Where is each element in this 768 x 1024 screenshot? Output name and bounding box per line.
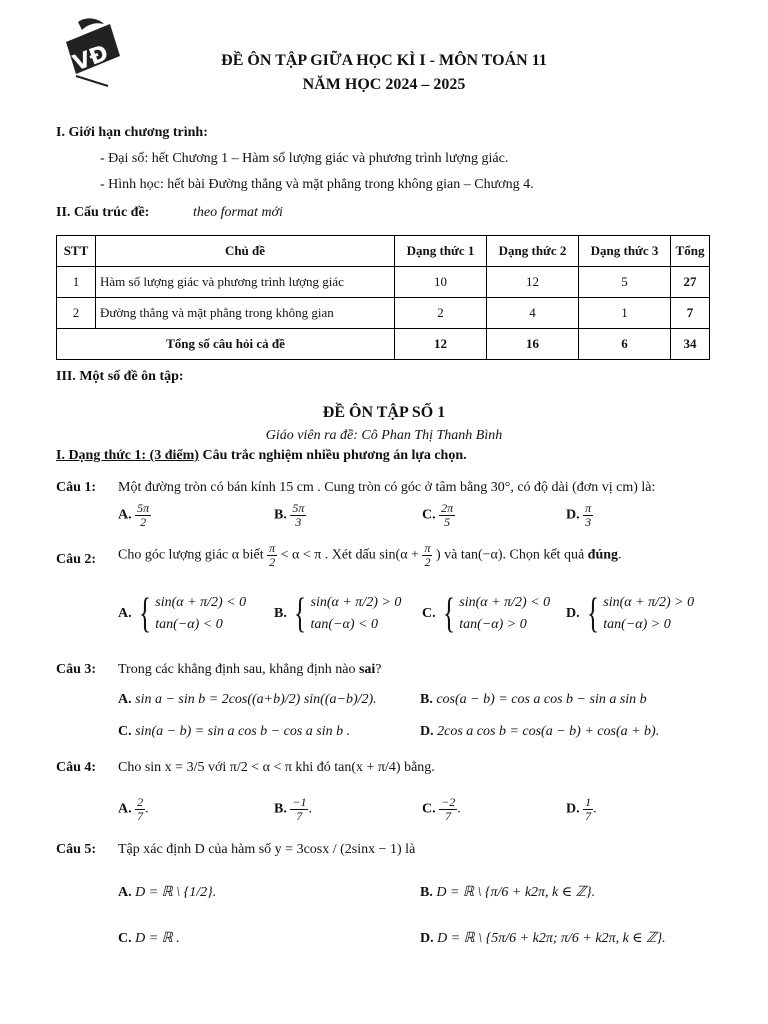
table-cell: 10 (395, 267, 487, 298)
answer-option: A. sin a − sin b = 2cos((a+b)/2) sin((a−b)/2). (118, 692, 377, 707)
section-2-note: theo format mới (193, 205, 283, 220)
table-cell: 12 (487, 267, 579, 298)
table-cell: 1 (579, 298, 671, 329)
answer-option: A. $\frac{2}{7}$ . (118, 795, 149, 823)
table-cell: 12 (395, 329, 487, 360)
answer-option: A. { sin(α + π/2) < 0 tan(−α) < 0 (118, 591, 247, 637)
section-1-line-1: - Đại số: hết Chương 1 – Hàm số lượng giác và phương trình lượng giác. (100, 151, 509, 166)
question-text: Tập xác định D của hàm số y = 3cosx / (2sinx − 1) là (118, 842, 416, 857)
answer-option: B. { sin(α + π/2) > 0 tan(−α) < 0 (274, 591, 402, 637)
table-header: Dạng thức 3 (579, 236, 671, 267)
answer-option: D. D = ℝ \ {5π/6 + k2π; π/6 + k2π, k ∈ ℤ}. (420, 931, 666, 946)
section-3-heading: III. Một số đề ôn tập: (56, 369, 184, 384)
table-cell: 5 (579, 267, 671, 298)
table-header: Chủ đề (96, 236, 395, 267)
table-header: Dạng thức 1 (395, 236, 487, 267)
answer-option: D. $\frac{\pi}{3}$ (566, 501, 592, 529)
table-cell: 4 (487, 298, 579, 329)
answer-option: D. 2cos a cos b = cos(a − b) + cos(a + b). (420, 724, 660, 739)
answer-option: C. sin(a − b) = sin a cos b − cos a sin b . (118, 724, 351, 739)
exam-teacher: Giáo viên ra đề: Cô Phan Thị Thanh Bình (265, 428, 503, 443)
answer-option: D. { sin(α + π/2) > 0 tan(−α) > 0 (566, 591, 695, 637)
answer-option: C. D = ℝ . (118, 931, 180, 946)
answer-option: A. $\frac{5\pi}{2}$ (118, 501, 150, 529)
part-label: I. Dạng thức 1: (3 điểm) (56, 448, 199, 463)
table-header: Dạng thức 2 (487, 236, 579, 267)
table-header: Tổng (671, 236, 710, 267)
answer-option: B. $\frac{5\pi}{3}$ (274, 501, 305, 529)
question-text: Cho sin x = 3/5 với π/2 < α < π khi đó tan(x + π/4) bằng. (118, 760, 435, 775)
table-cell: 2 (395, 298, 487, 329)
table-cell: Tổng số câu hỏi cả đề (57, 329, 395, 360)
table-cell: Đường thẳng và mặt phẳng trong không gian (96, 298, 395, 329)
exam-title: ĐỀ ÔN TẬP SỐ 1 (322, 404, 446, 421)
table-cell: 2 (57, 298, 96, 329)
question-label: Câu 5: (56, 842, 97, 857)
answer-option: A. D = ℝ \ {1/2}. (118, 885, 217, 900)
table-header-row (57, 236, 710, 267)
answer-option: C. { sin(α + π/2) < 0 tan(−α) > 0 (422, 591, 551, 637)
table-total-row (57, 329, 710, 360)
table-cell: 1 (57, 267, 96, 298)
answer-option: B. $\frac{-1}{7}$ . (274, 795, 312, 823)
table-cell: Hàm số lượng giác và phương trình lượng giác (96, 267, 395, 298)
answer-option: D. $\frac{1}{7}$ . (566, 795, 597, 823)
table-row (57, 298, 710, 329)
section-1-heading: I. Giới hạn chương trình: (56, 125, 208, 140)
question-label: Câu 1: (56, 480, 97, 495)
document-title: ĐỀ ÔN TẬP GIỮA HỌC KÌ I - MÔN TOÁN 11 (221, 52, 547, 69)
table-header: STT (57, 236, 96, 267)
answer-option: C. $\frac{-2}{7}$ . (422, 795, 461, 823)
table-row (57, 267, 710, 298)
question-text: Trong các khẳng định sau, khẳng định nào sai? (118, 662, 382, 677)
question-text: Một đường tròn có bán kính 15 cm . Cung tròn có góc ở tâm bằng 30°, có độ dài (đơn vị cm) là: (118, 480, 656, 495)
svg-text:VĐ: VĐ (69, 40, 112, 77)
section-2-heading: II. Cấu trúc đề: (56, 205, 150, 220)
answer-option: C. $\frac{2\pi}{5}$ (422, 501, 454, 529)
table-cell: 6 (579, 329, 671, 360)
section-1-line-2: - Hình học: hết bài Đường thẳng và mặt phẳng trong không gian – Chương 4. (100, 177, 534, 192)
question-label: Câu 3: (56, 662, 97, 677)
answer-option: B. D = ℝ \ {π/6 + k2π, k ∈ ℤ}. (420, 885, 596, 900)
table-cell: 34 (671, 329, 710, 360)
table-cell: 7 (671, 298, 710, 329)
table-cell: 27 (671, 267, 710, 298)
part-description: Câu trắc nghiệm nhiều phương án lựa chọn. (198, 448, 467, 463)
question-label: Câu 2: (56, 552, 97, 567)
structure-table (56, 235, 710, 360)
table-cell: 16 (487, 329, 579, 360)
answer-option: B. cos(a − b) = cos a cos b − sin a sin b (420, 692, 647, 707)
school-year: NĂM HỌC 2024 – 2025 (302, 76, 466, 93)
question-label: Câu 4: (56, 760, 97, 775)
question-text: Cho góc lượng giác α biết $\frac{\pi}{2}$ < α < π . Xét dấu sin(α + $\frac{\pi}{2}$ ) và tan(−α). Chọn kết quả đúng. (118, 541, 622, 569)
